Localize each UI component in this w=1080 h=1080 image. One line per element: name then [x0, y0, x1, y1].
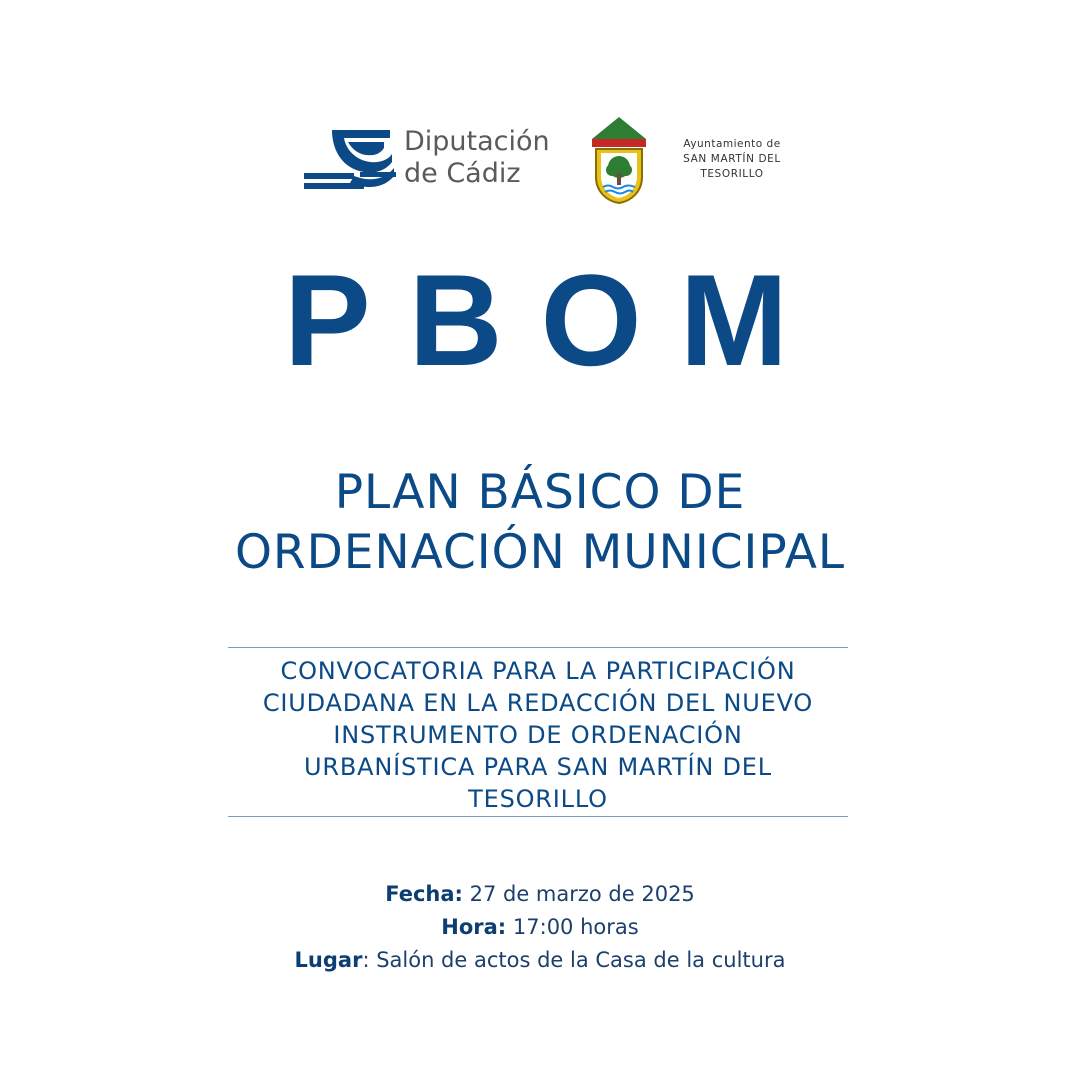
plan-title-line1: PLAN BÁSICO DE — [334, 465, 746, 520]
divider-top — [228, 647, 848, 648]
divider-bottom — [228, 816, 848, 817]
fecha-value: 27 de marzo de 2025 — [462, 882, 695, 906]
plan-title-line2: ORDENACIÓN MUNICIPAL — [234, 525, 846, 580]
hora-value: 17:00 horas — [506, 915, 639, 939]
event-details — [0, 878, 1080, 977]
lugar-label: Lugar — [294, 948, 363, 972]
ayuntamiento-logo — [588, 115, 798, 207]
acronym-title: PBOM — [284, 247, 826, 393]
municipal-shield-icon — [588, 115, 650, 207]
lugar-value: : Salón de actos de la Casa de la cultura — [362, 948, 786, 972]
ayuntamiento-name-line2: TESORILLO — [700, 168, 764, 180]
ayuntamiento-label: Ayuntamiento de — [683, 138, 781, 150]
convocatoria-line: TESORILLO — [468, 785, 608, 813]
ayuntamiento-name-line1: SAN MARTÍN DEL — [683, 153, 781, 165]
convocatoria-line: CIUDADANA EN LA REDACCIÓN DEL NUEVO — [262, 689, 814, 717]
hora-row — [0, 911, 1080, 944]
hora-label: Hora: — [441, 915, 507, 939]
plan-title — [0, 463, 1080, 583]
diputacion-emblem-icon — [304, 128, 396, 194]
diputacion-name-line2: de Cádiz — [404, 158, 521, 189]
lugar-row — [0, 944, 1080, 977]
diputacion-name-line1: Diputación — [404, 126, 550, 157]
fecha-row — [0, 878, 1080, 911]
convocatoria-text — [200, 655, 876, 815]
convocatoria-line: INSTRUMENTO DE ORDENACIÓN — [333, 721, 743, 749]
diputacion-logo — [304, 126, 554, 196]
convocatoria-line: CONVOCATORIA PARA LA PARTICIPACIÓN — [280, 657, 796, 685]
convocatoria-line: URBANÍSTICA PARA SAN MARTÍN DEL — [304, 753, 772, 781]
fecha-label: Fecha: — [385, 882, 463, 906]
